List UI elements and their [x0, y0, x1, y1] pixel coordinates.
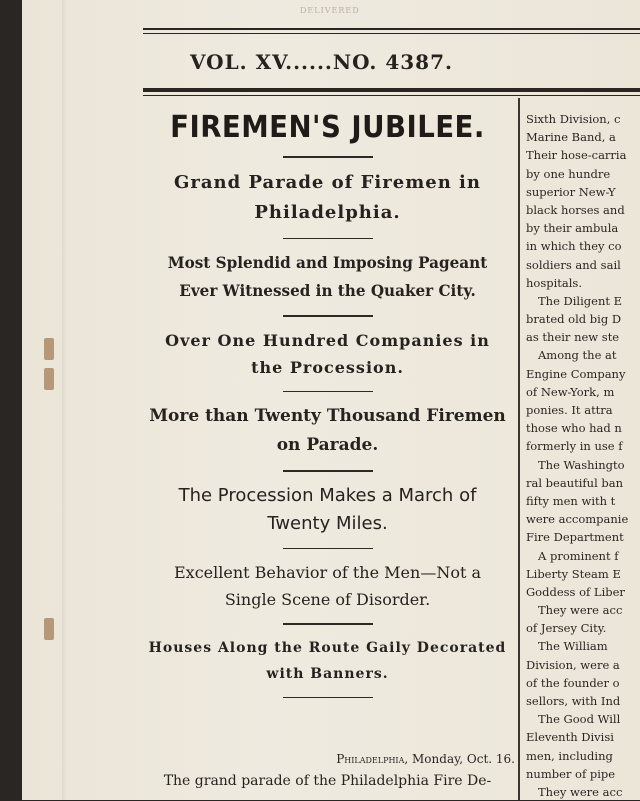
column-line: Their hose-carria [526, 148, 627, 163]
column-line: by one hundre [526, 166, 611, 181]
deck-4: More than Twenty Thousand Firemen on Parade. [149, 406, 506, 455]
column-line: Eleventh Divisi [526, 730, 614, 745]
column-line: in which they co [526, 239, 622, 254]
column-line: as their new ste [526, 330, 620, 345]
column-line: were accompanie [526, 512, 629, 527]
column-line: Engine Company [526, 366, 626, 381]
column-line: men, including [526, 748, 613, 763]
column-line: of the founder o [526, 675, 620, 690]
deck-rule [283, 548, 373, 550]
masthead-rule-top [143, 28, 640, 30]
deck-7: Houses Along the Route Gaily Decorated with Banners. [148, 639, 507, 682]
column-line: black horses and [526, 202, 625, 217]
bleed-through-text: DELIVERED [300, 6, 360, 15]
dateline [140, 752, 515, 766]
column-line: fifty men with t [526, 493, 616, 508]
column-line: Among the at [538, 348, 617, 363]
page-fold-shadow [62, 0, 67, 800]
column-line: Marine Band, a [526, 130, 616, 145]
column-line: They were acc [538, 603, 623, 618]
column-line: sellors, with Ind [526, 694, 621, 708]
adjacent-column-text [526, 110, 640, 801]
volume-number: VOL. XV......NO. 4387. [190, 50, 453, 74]
column-line: Liberty Steam E [526, 566, 621, 581]
column-line: The Good Will [538, 712, 621, 727]
column-line: Sixth Division, c [526, 112, 621, 126]
spine-stain [44, 368, 54, 390]
column-line: brated old big D [526, 312, 622, 327]
dateline-date: Monday, Oct. 16. [412, 752, 515, 766]
column-line: soldiers and sail [526, 257, 621, 272]
article-headline: FIREMEN'S JUBILEE. [170, 110, 485, 145]
column-line: formerly in use f [526, 439, 623, 454]
spine-stain [44, 618, 54, 640]
column-line: those who had n [526, 421, 622, 436]
column-line: Fire Department [526, 530, 624, 545]
deck-rule [283, 156, 373, 158]
column-line: ponies. It attra [526, 403, 613, 417]
deck-1: Grand Parade of Firemen in Philadelphia. [174, 171, 481, 223]
column-line: They were acc [538, 784, 623, 799]
deck-5: The Procession Makes a March of Twenty Miles. [178, 484, 477, 534]
deck-rule [283, 623, 373, 625]
deck-rule [283, 470, 373, 472]
deck-3: Over One Hundred Companies in the Procession. [165, 330, 490, 377]
column-separator [518, 98, 520, 800]
column-line: A prominent f [538, 548, 619, 563]
article-body-lead: The grand parade of the Philadelphia Fire De- [163, 773, 492, 789]
deck-rule [283, 238, 373, 240]
column-line: by their ambula [526, 221, 619, 236]
column-line: Goddess of Liber [526, 584, 625, 599]
column-line: hospitals. [526, 275, 582, 290]
deck-rule [283, 697, 373, 699]
deck-rule [283, 391, 373, 393]
column-line: of Jersey City. [526, 621, 607, 636]
masthead-rule-bottom-thin [143, 95, 640, 96]
deck-rule [283, 315, 373, 317]
column-line: ral beautiful ban [526, 475, 624, 490]
column-line: The William [538, 639, 608, 654]
column-line: Division, were a [526, 657, 620, 672]
masthead-rule-bottom [143, 88, 640, 92]
deck-6: Excellent Behavior of the Men—Not a Single Scene of Disorder. [173, 563, 482, 609]
column-line: of New-York, m [526, 384, 615, 399]
article-headlines [140, 100, 515, 708]
deck-2: Most Splendid and Imposing Pageant Ever Witnessed in the Quaker City. [167, 253, 488, 300]
column-line: superior New-Y [526, 184, 616, 199]
column-line: The Washingto [538, 457, 625, 472]
column-line: The Diligent E [538, 293, 623, 308]
column-line: number of pipe [526, 766, 616, 781]
masthead-rule-top-thin [143, 33, 640, 34]
spine-stain [44, 338, 54, 360]
dateline-city: Philadelphia, [336, 752, 409, 766]
